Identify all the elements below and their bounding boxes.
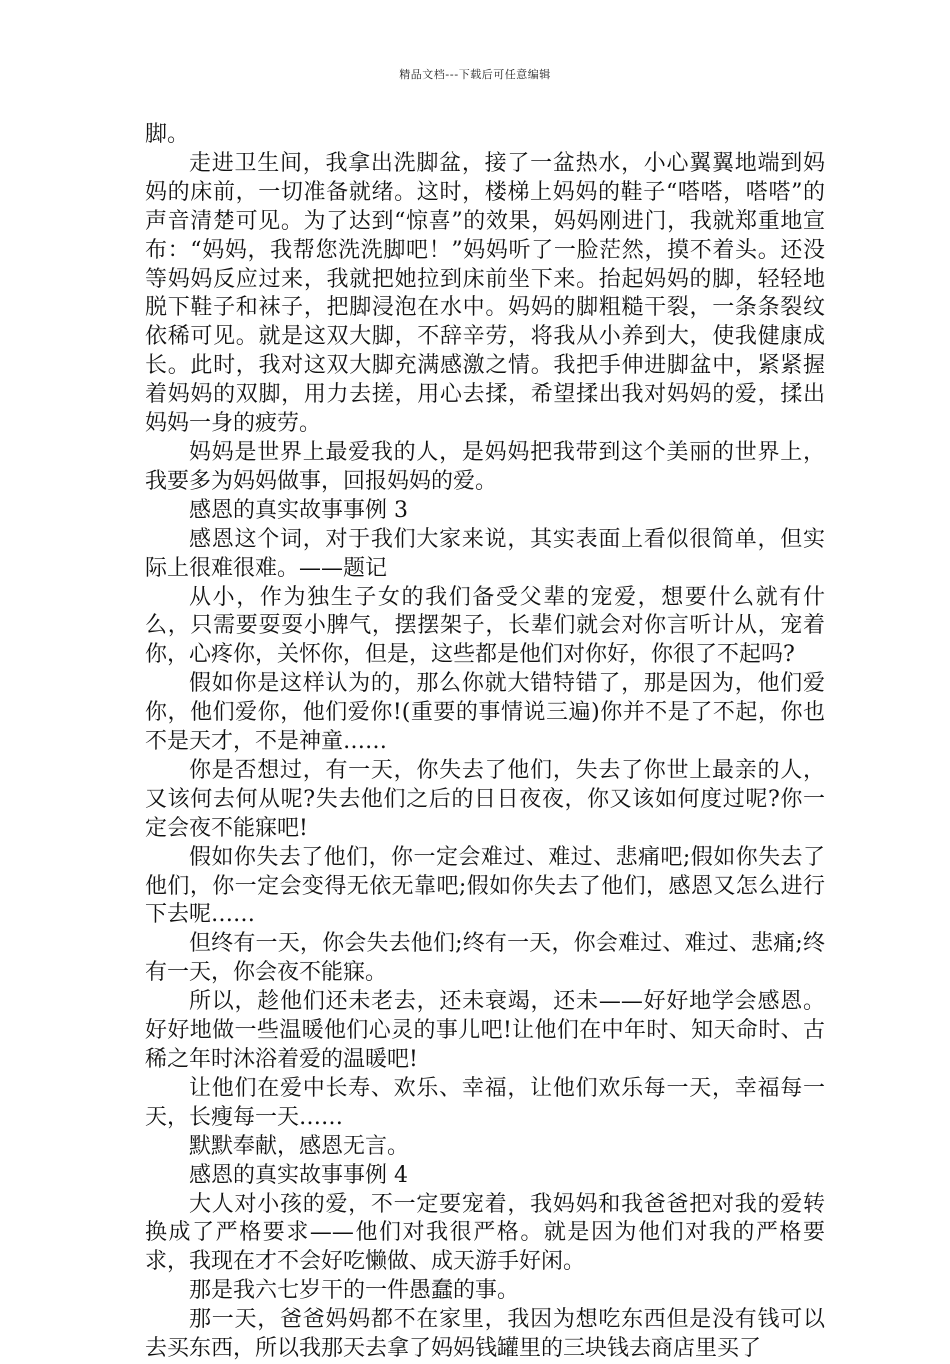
page-header: 精品文档---下载后可任意编辑 — [399, 68, 551, 81]
paragraph: 所以，趁他们还未老去，还未衰竭，还未——好好地学会感恩。好好地做一些温暖他们心灵的事儿吧!让他们在中年时、知天命时、古稀之年时沐浴着爱的温暖吧! — [145, 989, 825, 1072]
paragraph: 感恩这个词，对于我们大家来说，其实表面上看似很简单，但实际上很难很难。——题记 — [145, 526, 825, 581]
paragraph: 让他们在爱中长寿、欢乐、幸福，让他们欢乐每一天，幸福每一天，长瘦每一天…… — [145, 1075, 825, 1130]
paragraph: 大人对小孩的爱，不一定要宠着，我妈妈和我爸爸把对我的爱转换成了严格要求——他们对我很严格。就是因为他们对我的严格要求，我现在才不会好吃懒做、成天游手好闲。 — [145, 1191, 825, 1275]
paragraph: 走进卫生间，我拿出洗脚盆，接了一盆热水，小心翼翼地端到妈妈的床前，一切准备就绪。这时，楼梯上妈妈的鞋子“嗒嗒，嗒嗒”的声音清楚可见。为了达到“惊喜”的效果，妈妈刚进门，我就郑重地宣布：“妈妈，我帮您洗洗脚吧！”妈妈听了一脸茫然，摸不着头。还没等妈妈反应过来，我就把她拉到床前坐下来。抬起妈妈的脚，轻轻地脱下鞋子和袜子，把脚浸泡在水中。妈妈的脚粗糙干裂，一条条裂纹依稀可见。就是这双大脚，不辞辛劳，将我从小养到大，使我健康成长。此时，我对这双大脚充满感激之情。我把手伸进脚盆中，紧紧握着妈妈的双脚，用力去搓，用心去揉，希望揉出我对妈妈的爱，揉出妈妈一身的疲劳。 — [145, 150, 825, 437]
paragraph: 但终有一天，你会失去他们;终有一天，你会难过、难过、悲痛;终有一天，你会夜不能寐。 — [145, 931, 825, 986]
paragraph: 假如你失去了他们，你一定会难过、难过、悲痛吧;假如你失去了他们，你一定会变得无依无靠吧;假如你失去了他们，感恩又怎么进行下去呢…… — [145, 844, 825, 928]
document-body — [145, 121, 825, 1364]
paragraph: 你是否想过，有一天，你失去了他们，失去了你世上最亲的人，又该何去何从呢?失去他们之后的日日夜夜，你又该如何度过呢?你一定会夜不能寐吧! — [145, 757, 825, 841]
paragraph: 假如你是这样认为的，那么你就大错特错了，那是因为，他们爱你，他们爱你，他们爱你!(重要的事情说三遍)你并不是了不起，你也不是天才，不是神童…… — [145, 671, 825, 755]
paragraph: 脚。 — [145, 122, 190, 147]
section-heading: 感恩的真实故事事例 3 — [189, 497, 408, 523]
section-heading: 感恩的真实故事事例 4 — [189, 1162, 408, 1188]
paragraph: 默默奉献，感恩无言。 — [189, 1133, 410, 1159]
paragraph: 从小，作为独生子女的我们备受父辈的宠爱，想要什么就有什么，只需要耍耍小脾气，摆摆架子，长辈们就会对你言听计从，宠着你，心疼你，关怀你，但是，这些都是他们对你好，你很了不起吗? — [145, 584, 825, 668]
paragraph: 妈妈是世界上最爱我的人，是妈妈把我带到这个美丽的世界上，我要多为妈妈做事，回报妈妈的爱。 — [145, 439, 825, 494]
paragraph: 那是我六七岁干的一件愚蠢的事。 — [189, 1278, 520, 1304]
paragraph: 那一天，爸爸妈妈都不在家里，我因为想吃东西但是没有钱可以去买东西，所以我那天去拿了妈妈钱罐里的三块钱去商店里买了 — [145, 1307, 825, 1362]
